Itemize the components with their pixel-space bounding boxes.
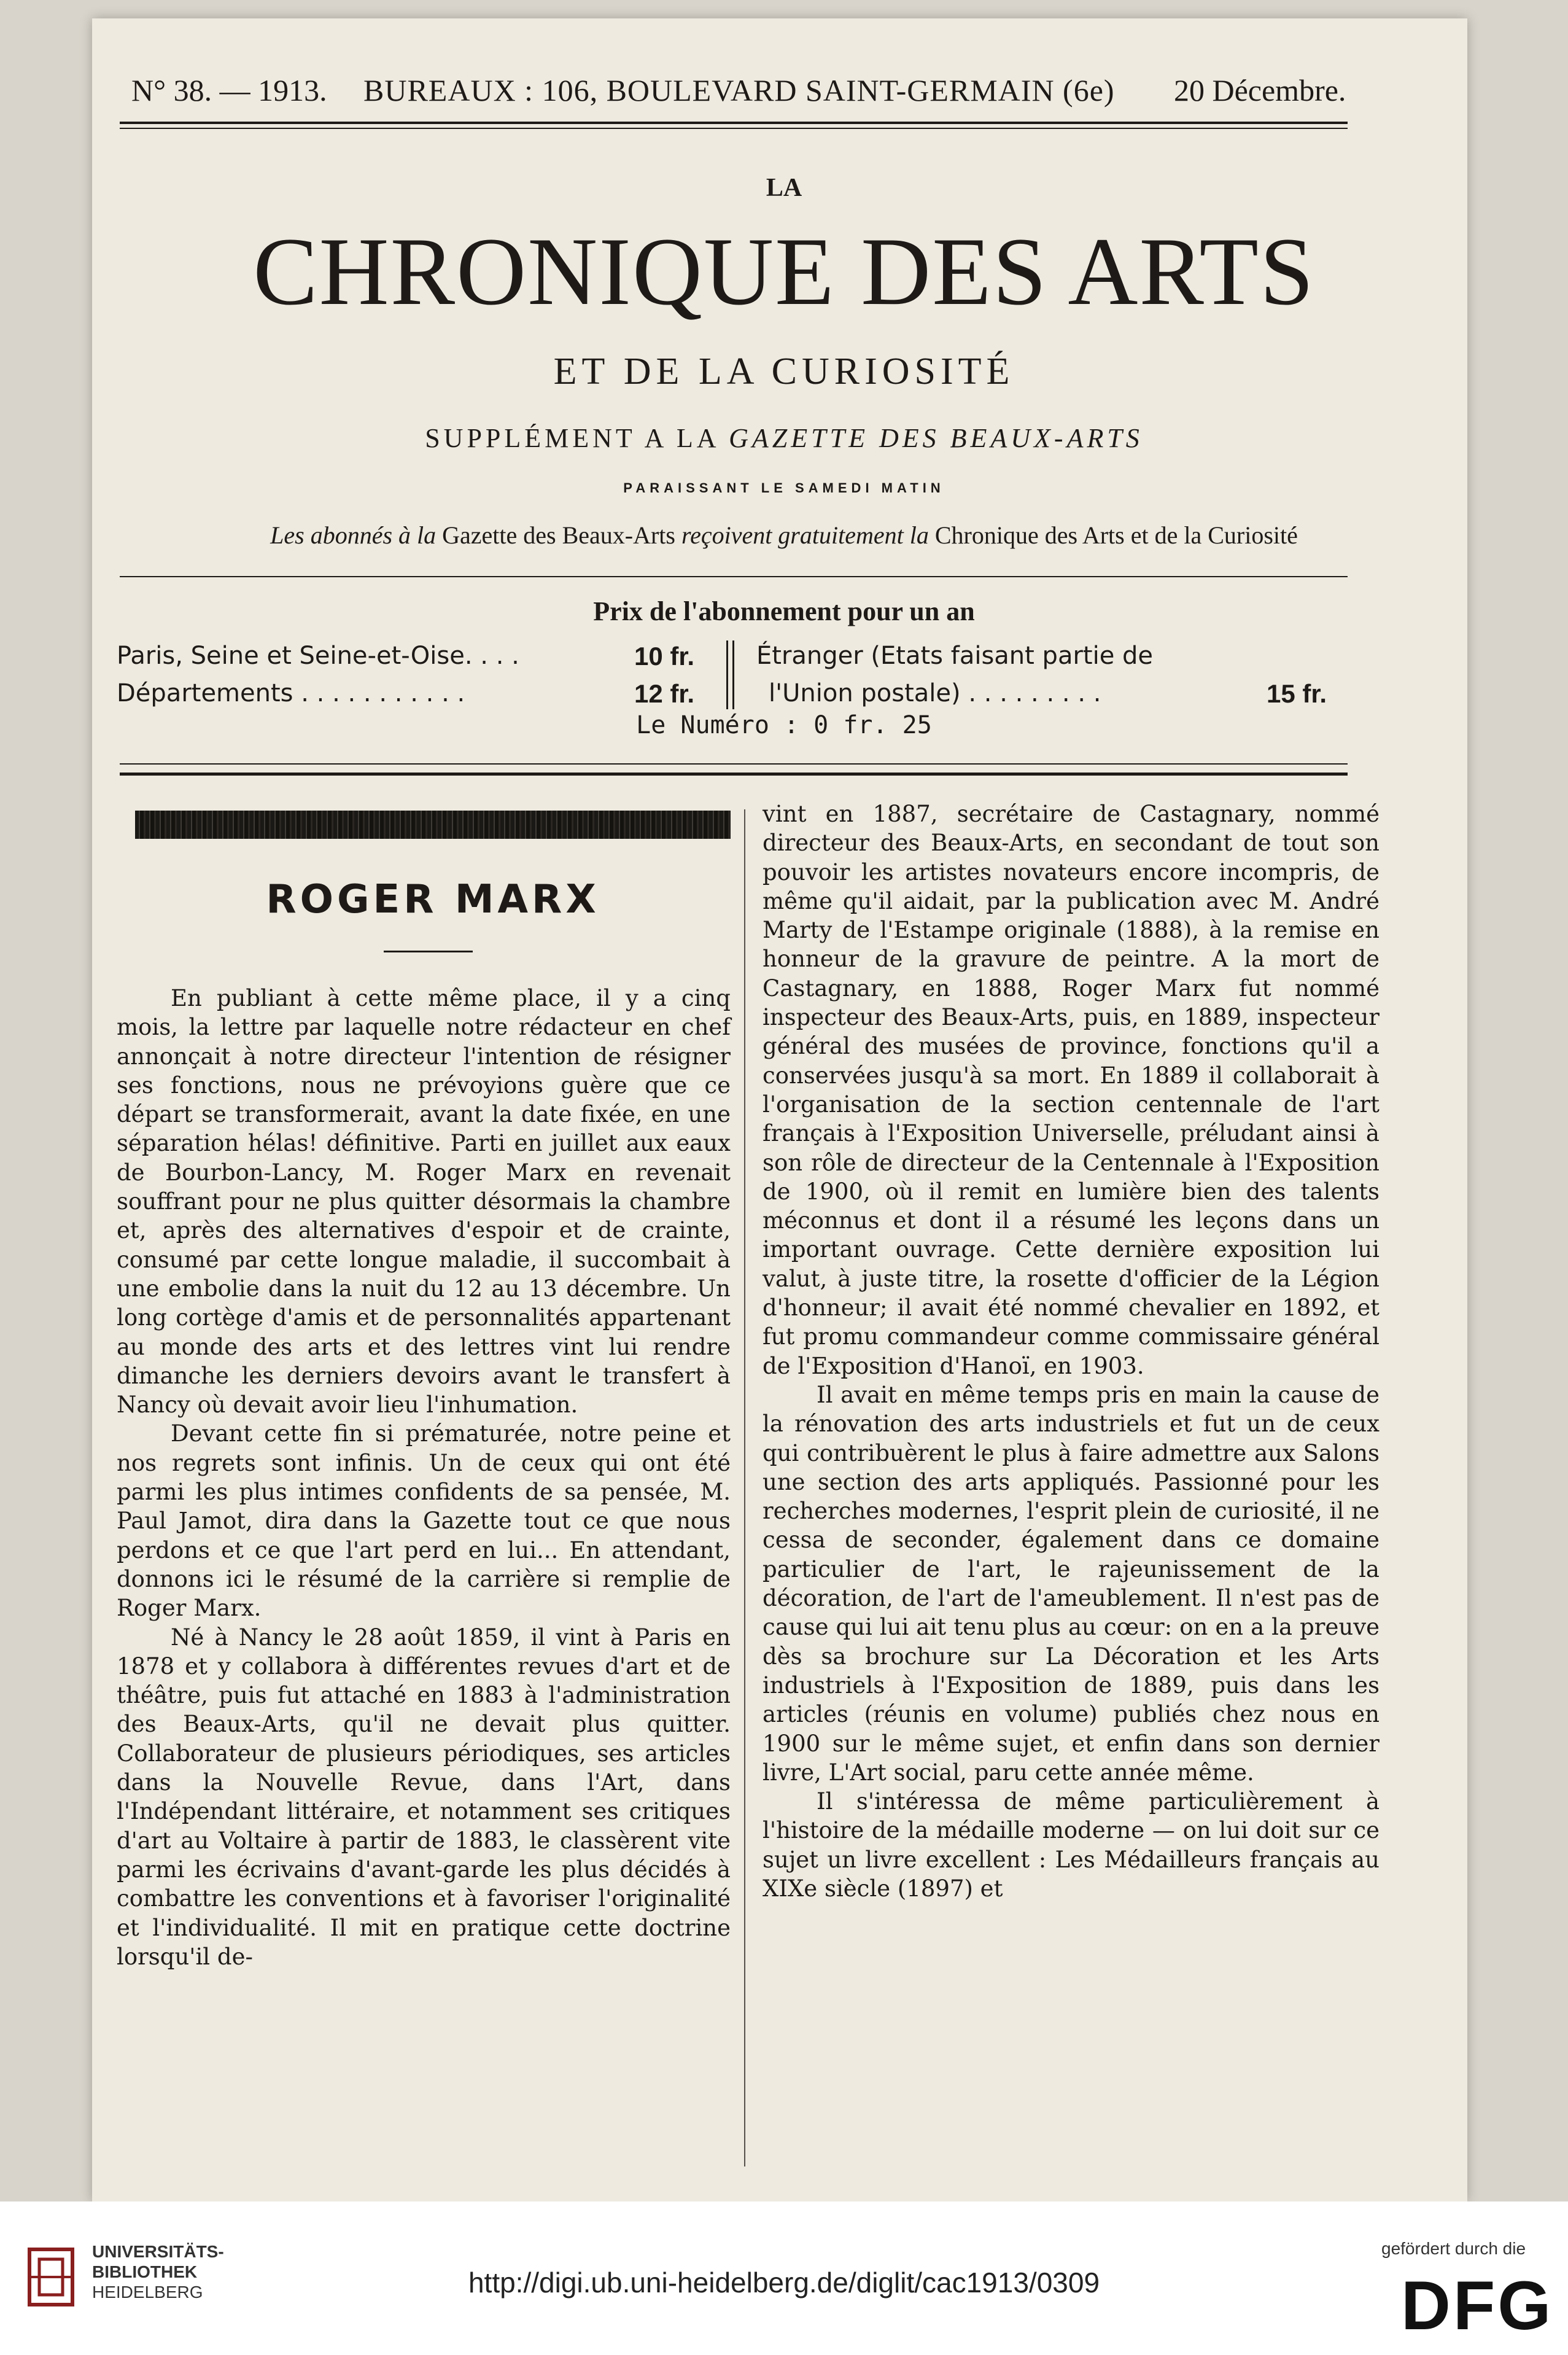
journal-title: CHRONIQUE DES ARTS — [253, 218, 1315, 325]
left-column — [117, 984, 731, 1971]
article-paragraph: Il s'intéressa de même particulièrement à l'histoire de la médaille moderne — on lui doit sur ce sujet un livre excellent : Les Médailleurs français au XIXe siècle (1897) et — [763, 1788, 1380, 1902]
article-paragraph: Né à Nancy le 28 août 1859, il vint à Paris en 1878 et y collabora à différentes revues d'art et de théâtre, puis fut attaché en 1883 à l'administration des Beaux-Arts, qu'il ne devait plus quitter. Collaborateur de plusieurs périodiques, ses articles dans la Nouvelle Revue, dans l'Art, dans l'Indépendant littéraire, et notamment ses critiques d'art au Voltaire à partir de 1883, le classèrent vite parmi les écrivains d'avant-garde les plus décidés à combattre les conventions et à favoriser l'originalité et l'individualité. Il mit en pratique cette doctrine lorsqu'il de- — [117, 1624, 731, 1970]
etranger-rate-label: Étranger (Etats faisant partie de — [756, 642, 1154, 670]
library-name-line: UNIVERSITÄTS- — [92, 2242, 224, 2261]
column-separator — [744, 809, 745, 2166]
subscribers-note-part: Gazette des Beaux-Arts — [442, 521, 681, 549]
issue-date: 20 Décembre. — [1174, 73, 1346, 107]
title-article: LA — [766, 174, 802, 202]
rate-divider — [732, 640, 734, 709]
article-paragraph: Il avait en même temps pris en main la cause de la rénovation des arts industriels et fut un de ceux qui contribuèrent le plus à faire admettre aux Salons une section des arts appliqués. Passionné pour les recherches modernes, l'esprit plein de curiosité, il ne cessa de seconder, également dans ce domaine particulier de l'art, le rajeunissement de la décoration, de l'art de l'ameublement. Il n'est pas de cause qui lui ait tenu plus au cœur: on en a la preuve dès sa brochure sur La Décoration et les Arts industriels à l'Exposition de 1889, puis dans les articles (réunis en volume) publiés chez nous en 1900 sur le même sujet, et enfin dans son dernier livre, L'Art social, paru cette année même. — [763, 1381, 1380, 1786]
paris-rate-label: Paris, Seine et Seine-et-Oise. . . . — [117, 642, 519, 670]
etranger-rate-label-2: l'Union postale) . . . . . . . . . — [769, 679, 1101, 707]
publication-schedule: PARAISSANT LE SAMEDI MATIN — [623, 480, 945, 496]
right-column — [763, 800, 1380, 1903]
permalink-url[interactable]: http://digi.ub.uni-heidelberg.de/diglit/cac1913/0309 — [468, 2267, 1100, 2299]
subscribers-note-part: Chronique des Arts et de la Curiosité — [934, 521, 1298, 549]
gazette-name: GAZETTE DES BEAUX-ARTS — [729, 423, 1143, 453]
hatched-ornament-bar — [135, 811, 731, 839]
supplement-line — [0, 422, 1568, 454]
masthead-rule-thin — [120, 128, 1348, 129]
departements-rate-label: Départements . . . . . . . . . . . — [117, 679, 465, 707]
article-paragraph: Devant cette fin si prématurée, notre peine et nos regrets sont infinis. Un de ceux qui ont été parmi les plus intimes confidents de sa pensée, M. Paul Jamot, dira dans la Gazette tout ce que nous perdons et ce que l'art perd en lui... En attendant, donnons ici le résumé de la carrière si remplie de Roger Marx. — [117, 1420, 731, 1622]
title-underline — [384, 951, 473, 952]
dfg-logo[interactable]: DFG — [1401, 2267, 1554, 2344]
single-issue-price: Le Numéro : 0 fr. 25 — [636, 711, 932, 739]
section-rule-thick — [120, 773, 1348, 776]
library-name-line: BIBLIOTHEK — [92, 2262, 198, 2281]
paris-rate-price: 10 fr. — [634, 642, 695, 671]
subscription-title: Prix de l'abonnement pour un an — [593, 596, 975, 626]
etranger-rate-price: 15 fr. — [1267, 679, 1327, 708]
masthead-rule — [120, 122, 1348, 124]
bureaux-address: BUREAUX : 106, BOULEVARD SAINT-GERMAIN (6e) — [363, 73, 1115, 107]
subscribers-note — [0, 521, 1568, 550]
article-paragraph: En publiant à cette même place, il y a cinq mois, la lettre par laquelle notre rédacteur en chef annonçait à notre directeur l'intention de résigner ses fonctions, nous ne prévoyions guère que ce départ se transformerait, avant la date fixée, en une séparation hélas! définitive. Parti en juillet aux eaux de Bourbon-Lancy, M. Roger Marx en revenait souffrant pour ne plus quitter désormais la chambre et, après des alternatives d'espoir et de crainte, consumé par cette longue maladie, il succombait à une embolie dans la nuit du 12 au 13 décembre. Un long cortège d'amis et de personnalités appartenant au monde des arts et des lettres vint lui rendre dimanche les derniers devoirs avant le transfert à Nancy où devait avoir lieu l'inhumation. — [117, 985, 731, 1419]
section-rule — [120, 576, 1348, 577]
library-name-line: HEIDELBERG — [92, 2283, 203, 2302]
article-title: ROGER MARX — [266, 877, 600, 922]
subscribers-note-part: reçoivent gratuitement la — [681, 521, 935, 549]
section-rule — [120, 763, 1348, 765]
departements-rate-price: 12 fr. — [634, 679, 695, 708]
journal-subtitle: ET DE LA CURIOSITÉ — [553, 351, 1015, 392]
funding-caption: gefördert durch die — [1381, 2239, 1526, 2258]
subscribers-note-part: Les abonnés à la — [270, 521, 443, 549]
rate-divider — [726, 640, 728, 709]
issue-number: N° 38. — 1913. — [131, 73, 327, 107]
masthead-line — [118, 72, 1346, 122]
supplement-prefix: SUPPLÉMENT A LA — [425, 423, 729, 453]
article-paragraph: vint en 1887, secrétaire de Castagnary, nommé directeur des Beaux-Arts, en secondant de tout son pouvoir les artistes novateurs encore incompris, de même qu'il aidait, par la publication avec M. André Marty de l'Estampe originale (1888), à la remise en honneur de la gravure de peintre. A la mort de Castagnary, en 1888, Roger Marx fut nommé inspecteur des Beaux-Arts, puis, en 1889, inspecteur général des musées de province, fonctions qu'il a conservées jusqu'à sa mort. En 1889 il collaborait à l'organisation de la section centennale de l'art français à l'Exposition Universelle, préludant ainsi à son rôle de directeur de la Centennale à l'Exposition de 1900, où il remit en lumière bien des talents méconnus et dont il a résumé les leçons dans un important ouvrage. Cette dernière exposition lui valut, à juste titre, la rosette d'officier de la Légion d'honneur; il avait été nommé chevalier en 1892, et fut promu commandeur comme commissaire général de l'Exposition d'Hanoï, en 1903. — [763, 801, 1380, 1379]
